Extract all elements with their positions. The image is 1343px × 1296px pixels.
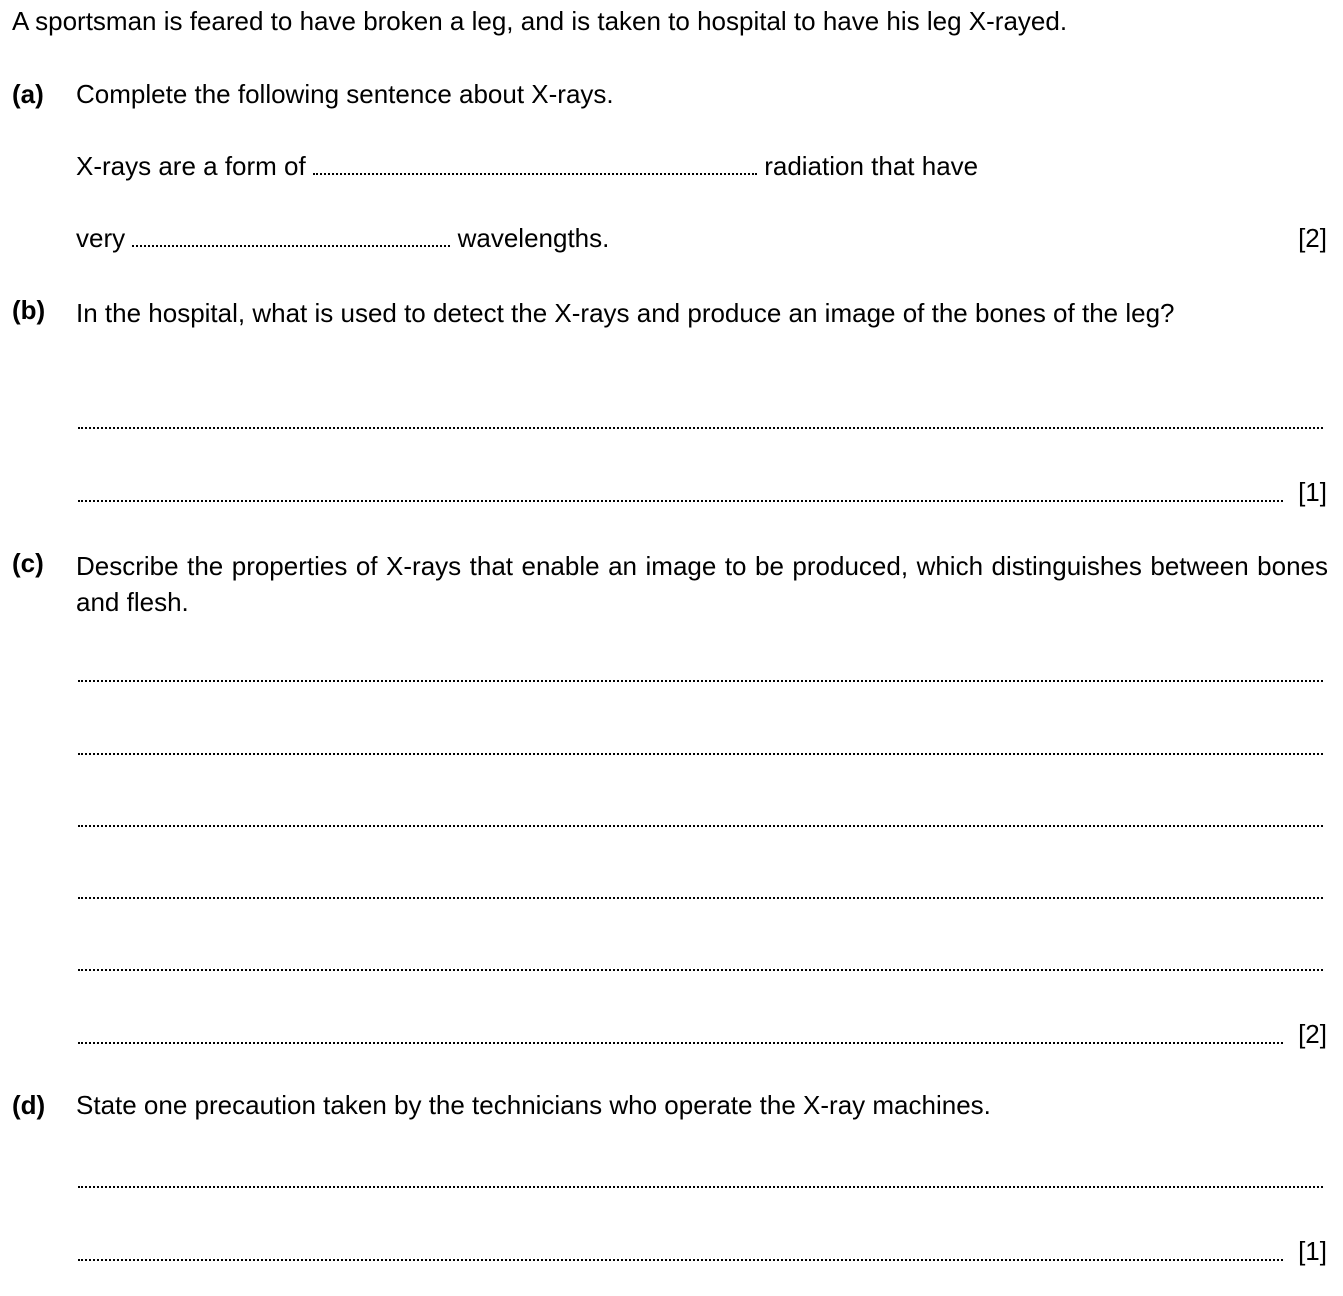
- part-a-blank-1[interactable]: [313, 173, 757, 175]
- part-c-answer-line-4[interactable]: [78, 897, 1323, 899]
- part-a-question: Complete the following sentence about X-rays.: [76, 79, 614, 109]
- part-d-question: State one precaution taken by the technicians who operate the X-ray machines.: [76, 1090, 991, 1120]
- part-c-answer-line-1[interactable]: [78, 680, 1323, 682]
- part-a-sentence-line2-end: wavelengths.: [457, 223, 610, 253]
- part-c-question: Describe the properties of X-rays that enable an image to be produced, which distinguishes between bones and flesh.: [76, 551, 1328, 617]
- part-b-label: (b): [12, 295, 46, 325]
- part-c-marks: [2]: [1298, 1019, 1327, 1049]
- part-a-sentence-line1-end: radiation that have: [764, 151, 979, 181]
- part-a-marks: [2]: [1298, 223, 1327, 253]
- part-a-sentence-line1-start: X-rays are a form of: [76, 151, 306, 181]
- part-a-label: (a): [12, 79, 44, 109]
- part-b-answer-line-1[interactable]: [78, 427, 1323, 429]
- part-c-answer-line-5[interactable]: [78, 969, 1323, 971]
- part-b-marks: [1]: [1298, 477, 1327, 507]
- part-d-marks: [1]: [1298, 1236, 1327, 1266]
- part-c-answer-line-2[interactable]: [78, 753, 1323, 755]
- part-d-answer-line-1[interactable]: [78, 1186, 1323, 1188]
- part-a-sentence-line2: [76, 223, 609, 254]
- part-a-sentence-line2-start: very: [76, 223, 126, 253]
- part-d-answer-line-2[interactable]: [78, 1259, 1283, 1261]
- part-a-sentence-line1: [76, 151, 978, 182]
- part-b-answer-line-2[interactable]: [78, 500, 1283, 502]
- part-c-answer-line-3[interactable]: [78, 825, 1323, 827]
- part-b-question: In the hospital, what is used to detect the X-rays and produce an image of the bones of the leg?: [76, 298, 1175, 328]
- part-c-label: (c): [12, 548, 44, 578]
- part-a-blank-2[interactable]: [132, 245, 450, 247]
- part-d-label: (d): [12, 1090, 46, 1120]
- part-c-answer-line-6[interactable]: [78, 1042, 1283, 1044]
- intro-text: A sportsman is feared to have broken a leg, and is taken to hospital to have his leg X-rayed.: [12, 6, 1068, 36]
